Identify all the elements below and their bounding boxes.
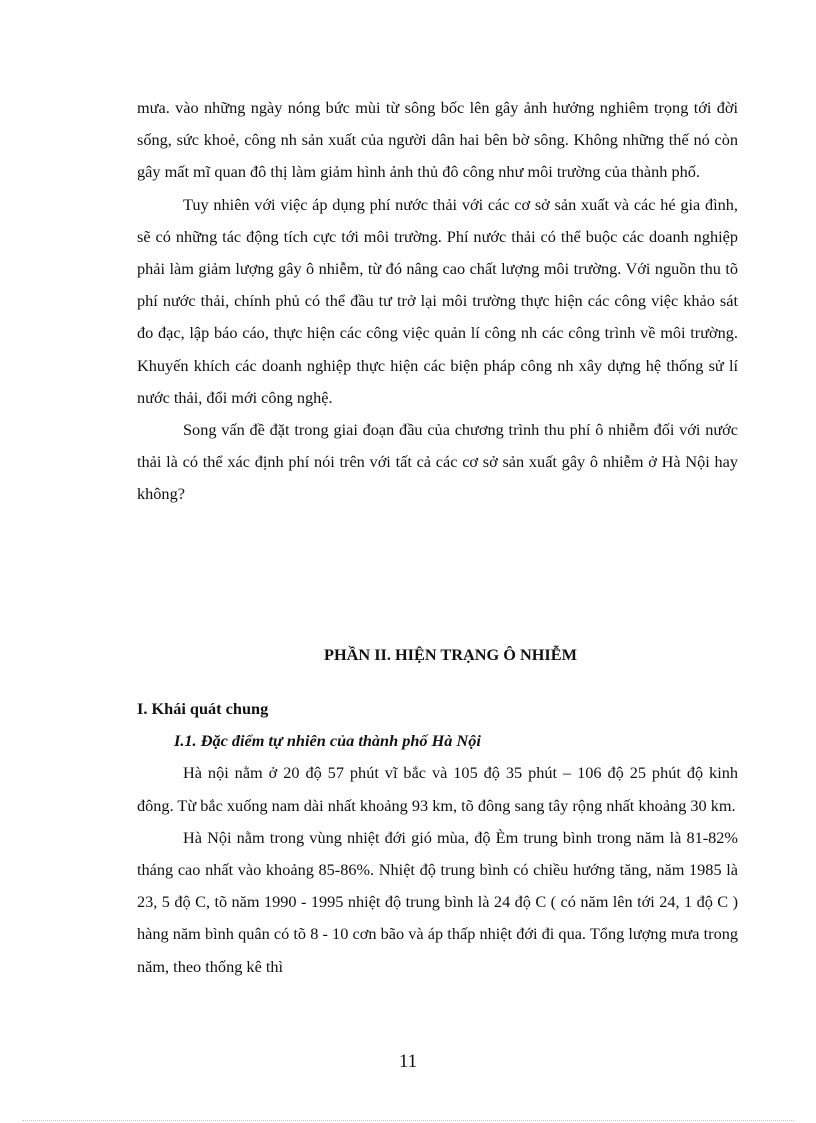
part-heading: PHẦN II. HIỆN TRẠNG Ô NHIỄM (324, 645, 577, 664)
intro-paragraph-3: Song vấn đề đặt trong giai đoạn đầu của chương trình thu phí ô nhiễm đối với nước thải là có thể xác định phí nói trên với tất cả các cơ sở sản xuất gây ô nhiễm ở Hà Nội hay không? (137, 420, 738, 504)
section-paragraph-1: Hà nội nằm ở 20 độ 57 phút vĩ bắc và 105 độ 35 phút – 106 độ 25 phút độ kinh đông. Từ bắc xuống nam dài nhất khoảng 93 km, tõ đông sang tây rộng nhất khoảng 30 km. (137, 763, 738, 815)
section-title: I. Khái quát chung (137, 699, 269, 718)
section-block (137, 693, 738, 983)
intro-paragraph-2: Tuy nhiên với việc áp dụng phí nước thải với các cơ sở sản xuất và các hé gia đình, sẽ có những tác động tích cực tới môi trường. Phí nước thải có thể buộc các doanh nghiệp phải làm giảm lượng gây ô nhiễm, từ đó nâng cao chất lượng môi trường. Với nguồn thu tõ phí nước thải, chính phủ có thể đầu tư trở lại môi trường thực hiện các công việc khảo sát đo đạc, lập báo cáo, thực hiện các công việc quản lí công nh các công trình về môi trường. Khuyến khích các doanh nghiệp thực hiện các biện pháp công nh xây dựng hệ thống sử lí nước thải, đổi mới công nghệ. (137, 194, 738, 407)
section-paragraph-2: Hà Nội nằm trong vùng nhiệt đới gió mùa, độ Èm trung bình trong năm là 81-82% tháng cao nhất vào khoảng 85-86%. Nhiệt độ trung bình có chiều hướng tăng, năm 1985 là 23, 5 độ C, tõ năm 1990 - 1995 nhiệt độ trung bình là 24 độ C ( có năm lên tới 24, 1 độ C ) hàng năm bình quân có tõ 8 - 10 cơn bão và áp thấp nhiệt đới đi qua. Tổng lượng mưa trong năm, theo thống kê thì (137, 827, 738, 976)
intro-block (137, 92, 738, 511)
page-number: 11 (398, 1051, 418, 1072)
subsection-title: I.1. Đặc điểm tự nhiên của thành phố Hà Nội (174, 731, 481, 751)
intro-paragraph-1: mưa. vào những ngày nóng bức mùi từ sông bốc lên gây ảnh hưởng nghiêm trọng tới đời sống, sức khoẻ, công nh sản xuất của người dân hai bên bờ sông. Không những thế nó còn gây mất mĩ quan đô thị làm giảm hình ảnh thủ đô công như môi trường của thành phố. (137, 98, 738, 182)
page-bottom-divider (22, 1120, 794, 1121)
